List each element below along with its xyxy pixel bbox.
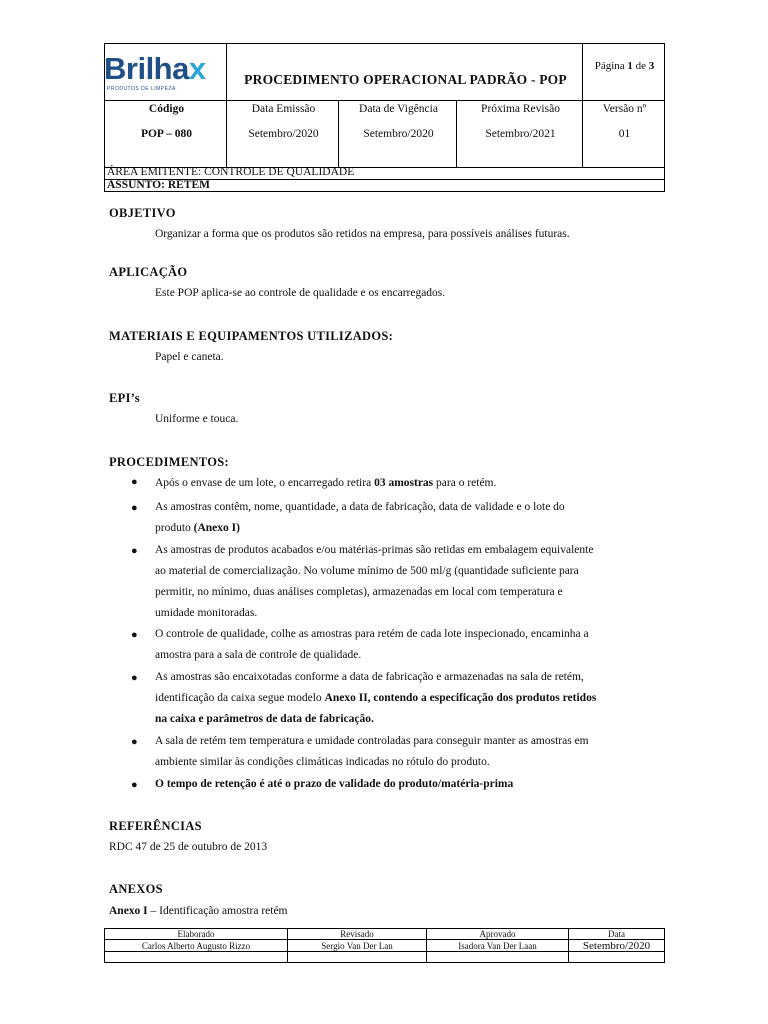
emissao-value: Setembro/2020 — [248, 128, 319, 140]
title-cell — [226, 43, 583, 101]
bullet-icon: ● — [131, 476, 138, 488]
procedimento-6: A sala de retém tem temperatura e umidade controladas para conseguir manter as amostras em ambiente similar às condições climáticas indicadas no rótulo do produto. — [155, 735, 589, 768]
codigo-value: POP – 080 — [140, 128, 193, 140]
bullet-icon: ● — [131, 629, 138, 641]
assunto: ASSUNTO: RETEM — [107, 179, 210, 191]
signature-revisado — [287, 951, 427, 963]
vigencia-value: Setembro/2020 — [363, 128, 434, 140]
bullet-icon: ● — [131, 736, 138, 748]
signature-aprovado — [426, 951, 569, 963]
versao-cell — [582, 100, 665, 168]
anexos-heading: ANEXOS — [109, 882, 163, 896]
aplicacao-heading: APLICAÇÃO — [109, 265, 188, 279]
page-indicator: Página 1 de 3 — [594, 60, 655, 72]
objetivo-heading: OBJETIVO — [109, 206, 176, 220]
objetivo-text: Organizar a forma que os produtos são retidos na empresa, para possíveis análises futuras. — [155, 228, 570, 240]
bullet-icon: ● — [131, 672, 138, 684]
col-header-elaborado: Elaborado — [104, 928, 288, 940]
revisao-value: Setembro/2021 — [485, 128, 556, 140]
page-cell — [582, 43, 665, 101]
materiais-text: Papel e caneta. — [155, 351, 224, 363]
col-header-aprovado: Aprovado — [426, 928, 569, 940]
referencias-heading: REFERÊNCIAS — [109, 819, 202, 833]
document-header — [104, 43, 665, 193]
signature-elaborado — [104, 951, 288, 963]
vigencia-cell — [338, 100, 457, 168]
cell-revisado: Sergio Van Der Lan — [287, 939, 427, 952]
revisao-label: Próxima Revisão — [481, 103, 560, 115]
versao-label: Versão nº — [602, 103, 647, 115]
signature-table — [104, 928, 665, 964]
procedimento-3: As amostras de produtos acabados e/ou matérias-primas são retidas em embalagem equivalente ao material de comercialização. No volume mínimo de 500 ml/g (quantidade suficiente para permitir, no mínimo, duas análises completas), armazenadas em local com temperatura e umidade monitoradas. — [155, 544, 594, 619]
epis-heading: EPI’s — [109, 391, 140, 405]
codigo-label: Código — [148, 103, 185, 115]
bullet-icon: ● — [131, 779, 138, 791]
procedimentos-heading: PROCEDIMENTOS: — [109, 455, 229, 469]
assunto-row — [104, 179, 665, 192]
company-logo: Brilhax — [104, 51, 206, 86]
bullet-icon: ● — [131, 545, 138, 557]
cell-data: Setembro/2020 — [568, 939, 665, 952]
procedimento-1: Após o envase de um lote, o encarregado retira 03 amostras para o retém. — [155, 477, 497, 489]
procedimento-2: As amostras contêm, nome, quantidade, a data de fabricação, data de validade e o lote do produto (Anexo I) — [155, 501, 565, 534]
procedimento-7: O tempo de retenção é até o prazo de validade do produto/matéria-prima — [155, 778, 514, 790]
cell-elaborado: Carlos Alberto Augusto Rizzo — [104, 939, 288, 952]
col-header-data: Data — [568, 928, 665, 940]
codigo-cell — [104, 100, 227, 168]
logo-cell — [104, 43, 227, 101]
col-header-revisado: Revisado — [287, 928, 427, 940]
vigencia-label: Data de Vigência — [359, 103, 438, 115]
epis-text: Uniforme e touca. — [155, 413, 239, 425]
procedimento-5: As amostras são encaixotadas conforme a data de fabricação e armazenadas na sala de retém, identificação da caixa segue modelo Anexo II, contendo a especificação dos produtos retidos na caixa e parâmetros de data de fabricação. — [155, 671, 597, 725]
procedimento-4: O controle de qualidade, colhe as amostras para retém de cada lote inspecionado, encaminha a amostra para a sala de controle de qualidade. — [155, 628, 589, 661]
aplicacao-text: Este POP aplica-se ao controle de qualidade e os encarregados. — [155, 287, 446, 299]
materiais-heading: MATERIAIS E EQUIPAMENTOS UTILIZADOS: — [109, 329, 394, 343]
signature-data — [568, 951, 665, 963]
cell-aprovado: Isadora Van Der Laan — [426, 939, 569, 952]
emissao-cell — [226, 100, 339, 168]
area-emitente: ÁREA EMITENTE: CONTROLE DE QUALIDADE — [107, 166, 355, 178]
referencias-text: RDC 47 de 25 de outubro de 2013 — [109, 841, 268, 853]
bullet-icon: ● — [131, 502, 138, 514]
revisao-cell — [456, 100, 583, 168]
emissao-label: Data Emissão — [251, 103, 316, 115]
company-logo-tagline: PRODUTOS DE LIMPEZA — [107, 86, 176, 92]
versao-value: 01 — [618, 128, 631, 140]
document-title: PROCEDIMENTO OPERACIONAL PADRÃO - POP — [244, 72, 567, 87]
anexo-1: Anexo I – Identificação amostra retém — [109, 905, 288, 917]
